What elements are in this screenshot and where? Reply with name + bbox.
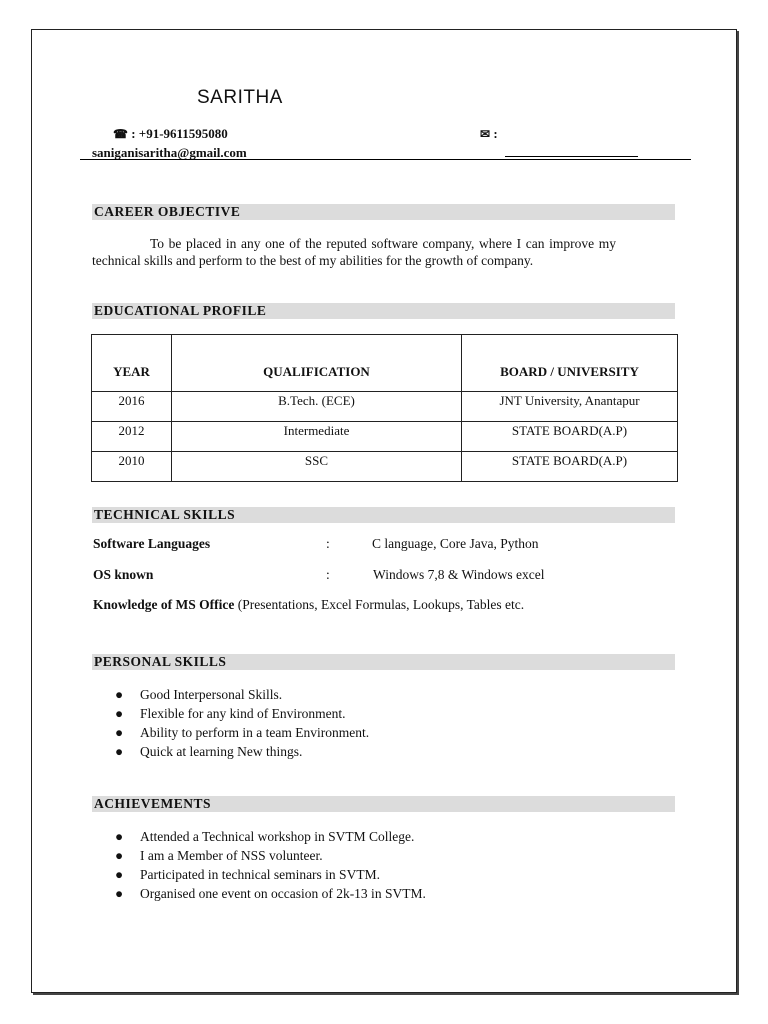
list-item-text: I am a Member of NSS volunteer. xyxy=(140,848,323,863)
career-objective-text xyxy=(92,235,616,269)
bullet-icon: ● xyxy=(115,886,124,901)
software-label: Software Languages xyxy=(93,536,211,551)
col-qualification: QUALIFICATION xyxy=(172,335,462,392)
list-item xyxy=(115,704,369,723)
cell-qualification: Intermediate xyxy=(172,422,462,452)
bullet-icon: ● xyxy=(115,725,124,740)
list-item-text: Good Interpersonal Skills. xyxy=(140,687,283,702)
header-rule xyxy=(80,159,691,160)
achievements-list xyxy=(115,827,426,903)
section-educational-profile: EDUCATIONAL PROFILE xyxy=(92,303,675,319)
list-item xyxy=(115,827,426,846)
list-item xyxy=(115,685,369,704)
list-item xyxy=(115,846,426,865)
bullet-icon: ● xyxy=(115,706,124,721)
email-separator: : xyxy=(493,126,498,141)
phone-number: : +91-9611595080 xyxy=(131,126,228,141)
email-address: saniganisaritha@gmail.com xyxy=(92,145,247,160)
bullet-icon: ● xyxy=(115,687,124,702)
candidate-name: SARITHA xyxy=(197,87,283,108)
personal-skills-list xyxy=(115,685,369,761)
ms-office-line xyxy=(93,597,524,613)
cell-year: 2016 xyxy=(92,392,172,422)
list-item xyxy=(115,884,426,903)
software-languages-value: C language, Core Java, Python xyxy=(372,536,539,551)
ms-office-label: Knowledge of MS Office xyxy=(93,597,235,612)
os-known-label xyxy=(93,567,153,583)
cell-qualification: SSC xyxy=(172,452,462,482)
list-item-text: Flexible for any kind of Environment. xyxy=(140,706,346,721)
table-row xyxy=(92,452,678,482)
bullet-icon: ● xyxy=(115,848,124,863)
phone-icon: ☎ xyxy=(113,127,128,141)
table-row xyxy=(92,392,678,422)
col-year: YEAR xyxy=(92,335,172,392)
list-item-text: Organised one event on occasion of 2k-13 in SVTM. xyxy=(140,886,426,901)
email-underline xyxy=(505,156,638,157)
list-item-text: Attended a Technical workshop in SVTM College. xyxy=(140,829,415,844)
education-table xyxy=(91,334,678,482)
cell-qualification: B.Tech. (ECE) xyxy=(172,392,462,422)
section-career-objective: CAREER OBJECTIVE xyxy=(92,204,675,220)
list-item xyxy=(115,742,369,761)
career-objective-body: To be placed in any one of the reputed software company, where I can improve my technical skills and perform to the best of my abilities for the growth of company. xyxy=(92,236,616,268)
table-row xyxy=(92,422,678,452)
bullet-icon: ● xyxy=(115,829,124,844)
cell-year: 2010 xyxy=(92,452,172,482)
phone-line xyxy=(113,126,228,142)
os-known-value: Windows 7,8 & Windows excel xyxy=(373,567,545,582)
list-item-text: Quick at learning New things. xyxy=(140,744,303,759)
os-label: OS known xyxy=(93,567,154,582)
envelope-icon: ✉ xyxy=(480,127,491,141)
table-header-row xyxy=(92,335,678,392)
bullet-icon: ● xyxy=(115,867,124,882)
cell-board: JNT University, Anantapur xyxy=(462,392,678,422)
section-technical-skills: TECHNICAL SKILLS xyxy=(92,507,675,523)
list-item-text: Ability to perform in a team Environment. xyxy=(140,725,370,740)
email-line xyxy=(480,126,498,142)
list-item xyxy=(115,723,369,742)
list-item xyxy=(115,865,426,884)
software-separator: : xyxy=(326,536,330,551)
cell-year: 2012 xyxy=(92,422,172,452)
bullet-icon: ● xyxy=(115,744,124,759)
section-personal-skills: PERSONAL SKILLS xyxy=(92,654,675,670)
os-separator: : xyxy=(326,567,330,582)
section-achievements: ACHIEVEMENTS xyxy=(92,796,675,812)
cell-board: STATE BOARD(A.P) xyxy=(462,452,678,482)
cell-board: STATE BOARD(A.P) xyxy=(462,422,678,452)
col-board: BOARD / UNIVERSITY xyxy=(462,335,678,392)
list-item-text: Participated in technical seminars in SVTM. xyxy=(140,867,380,882)
software-languages-label xyxy=(93,536,210,552)
ms-office-value: (Presentations, Excel Formulas, Lookups, Tables etc. xyxy=(237,597,525,612)
